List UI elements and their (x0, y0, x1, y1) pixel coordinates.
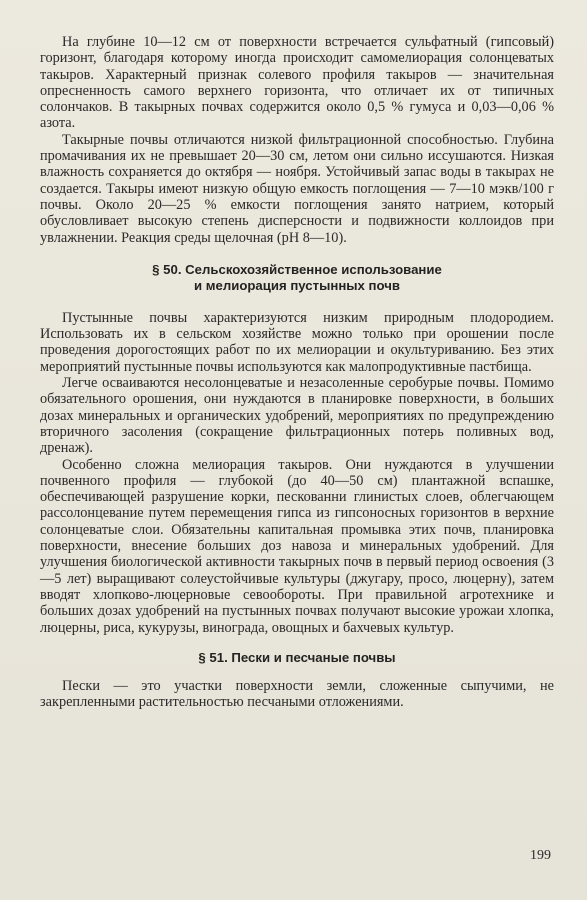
paragraph-takyr-melioration: Особенно сложна мелиорация такыров. Они нуждаются в улучшении почвенного профиля — глубокой (до 40—50 см) плантажной вспашке, обеспечивающей разрушение корки, пескованни глинистых слоев, облегчающем рассолонцевание путем перемещения гипса из гипсоносных горизонтов в верхние солонцеватые слои. Обязательны капитальная промывка этих почв, планировка поверхности, внесение больших доз навоза и минеральных удобрений. Для улучшения биологической активности такырных почв в первый период освоения (3—5 лет) выращивают солеустойчивые культуры (джугару, просо, люцерну), затем вводят хлопково-люцерновые севообороты. При правильной агротехнике и больших дозах удобрений на пустынных почвах получают высокие урожаи хлопка, люцерны, риса, кукурузы, винограда, овощных и бахчевых культур. (40, 456, 554, 636)
paragraph-takyr-sulfate-horizon: На глубине 10—12 см от поверхности встречается сульфатный (гипсовый) горизонт, благодаря которому иногда происходит самомелиорация солонцеватых такыров. Характерный признак солевого профиля такыров — значительная опресненность самого верхнего горизонта, что отличает их от типичных солончаков. В такырных почвах содержится около 0,5 % гумуса и 0,03—0,06 % азота. (40, 34, 554, 132)
section-50-heading (40, 262, 554, 294)
section-51-heading: § 51. Пески и песчаные почвы (198, 649, 396, 665)
paragraph-takyr-filtration: Такырные почвы отличаются низкой фильтрационной способностью. Глубина промачивания их не превышает 20—30 см, летом они сильно иссушаются. Низкая влажность сохраняется до октября — ноября. Устойчивый запас воды в такырах не создается. Такыры имеют низкую общую емкость поглощения — 7—10 мэкв/100 г почвы. Около 20—25 % емкости поглощения занято натрием, который обусловливает высокую степень дисперсности и подвижности коллоидов при увлажнении. Реакция среды щелочная (pH 8—10). (40, 131, 554, 246)
section-50-title-line2: и мелиорация пустынных почв (193, 277, 401, 293)
paragraph-sands-definition: Пески — это участки поверхности земли, сложенные сыпучими, не закрепленными растительностью песчаными отложениями. (40, 677, 554, 711)
section-50-title-line1: § 50. Сельскохозяйственное использование (152, 261, 442, 277)
page-number: 199 (530, 848, 551, 863)
paragraph-serobur-soils: Легче осваиваются несолонцеватые и незасоленные серобурые почвы. Помимо обязательного орошения, они нуждаются в планировке поверхности, в больших дозах минеральных и органических удобрений, мероприятиях по предупреждению вторичного засоления (сокращение фильтрационных потерь поливных вод, дренаж). (40, 375, 554, 457)
paragraph-desert-soils-use: Пустынные почвы характеризуются низким природным плодородием. Использовать их в сельском хозяйстве можно только при орошении после проведения дорогостоящих работ по их мелиорации и окультуриванию. Без этих мероприятий пустынные почвы используются как малопродуктивные пастбища. (40, 309, 554, 375)
page-body (40, 34, 554, 710)
